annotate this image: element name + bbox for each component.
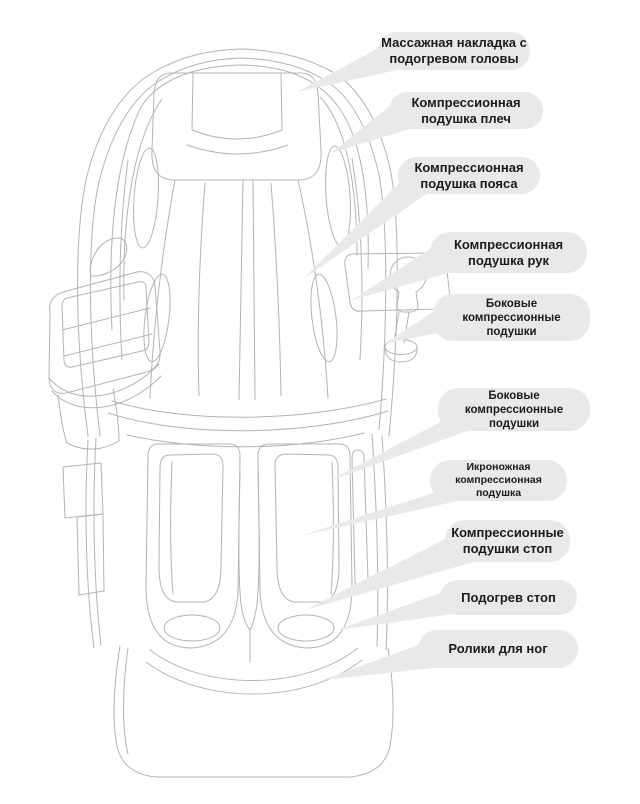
callout-label-line: подушка рук	[468, 252, 549, 268]
callout-label-line: Компрессионная	[453, 236, 564, 252]
callout-label-line: компрессионные	[464, 403, 564, 416]
callout-bubble	[438, 388, 590, 431]
callout-label-line: Боковые	[488, 389, 540, 402]
callout-label-line: Подогрев стоп	[461, 589, 556, 605]
callout-bubble	[430, 460, 567, 501]
callout-label-line: подушки стоп	[462, 541, 553, 556]
callout-bubble	[398, 157, 540, 194]
callout-label-line: подушка пояса	[420, 175, 518, 191]
callout-bubble	[433, 294, 590, 341]
callout-label-line: Боковые	[485, 297, 538, 310]
callout-label-line: подушка плеч	[421, 110, 511, 126]
callout-label-line: Икроножная	[466, 461, 531, 473]
callout-label-line: Компрессионная	[414, 159, 524, 175]
callout-bubble	[430, 232, 587, 273]
callout-label-line: подушки	[486, 325, 537, 338]
callout-label-line: Массажная накладка с	[381, 35, 527, 50]
callout-label-line: подушки	[488, 417, 540, 430]
callout-bubble	[378, 32, 530, 70]
callout-bubble	[389, 92, 543, 129]
callout-label-line: Ролики для ног	[448, 641, 548, 656]
callout-label-line: подогревом головы	[389, 51, 519, 66]
callout-bubble	[418, 630, 578, 668]
callout-label-line: Компрессионные	[451, 525, 564, 540]
callout-label-line: Компрессионная	[411, 94, 521, 110]
callout-label-line: подушка	[475, 487, 522, 499]
callout-label-line: компрессионные	[462, 311, 561, 324]
callout-bubble	[440, 580, 577, 615]
callout-bubble	[445, 520, 570, 562]
callout-label-line: компрессионная	[455, 474, 542, 486]
